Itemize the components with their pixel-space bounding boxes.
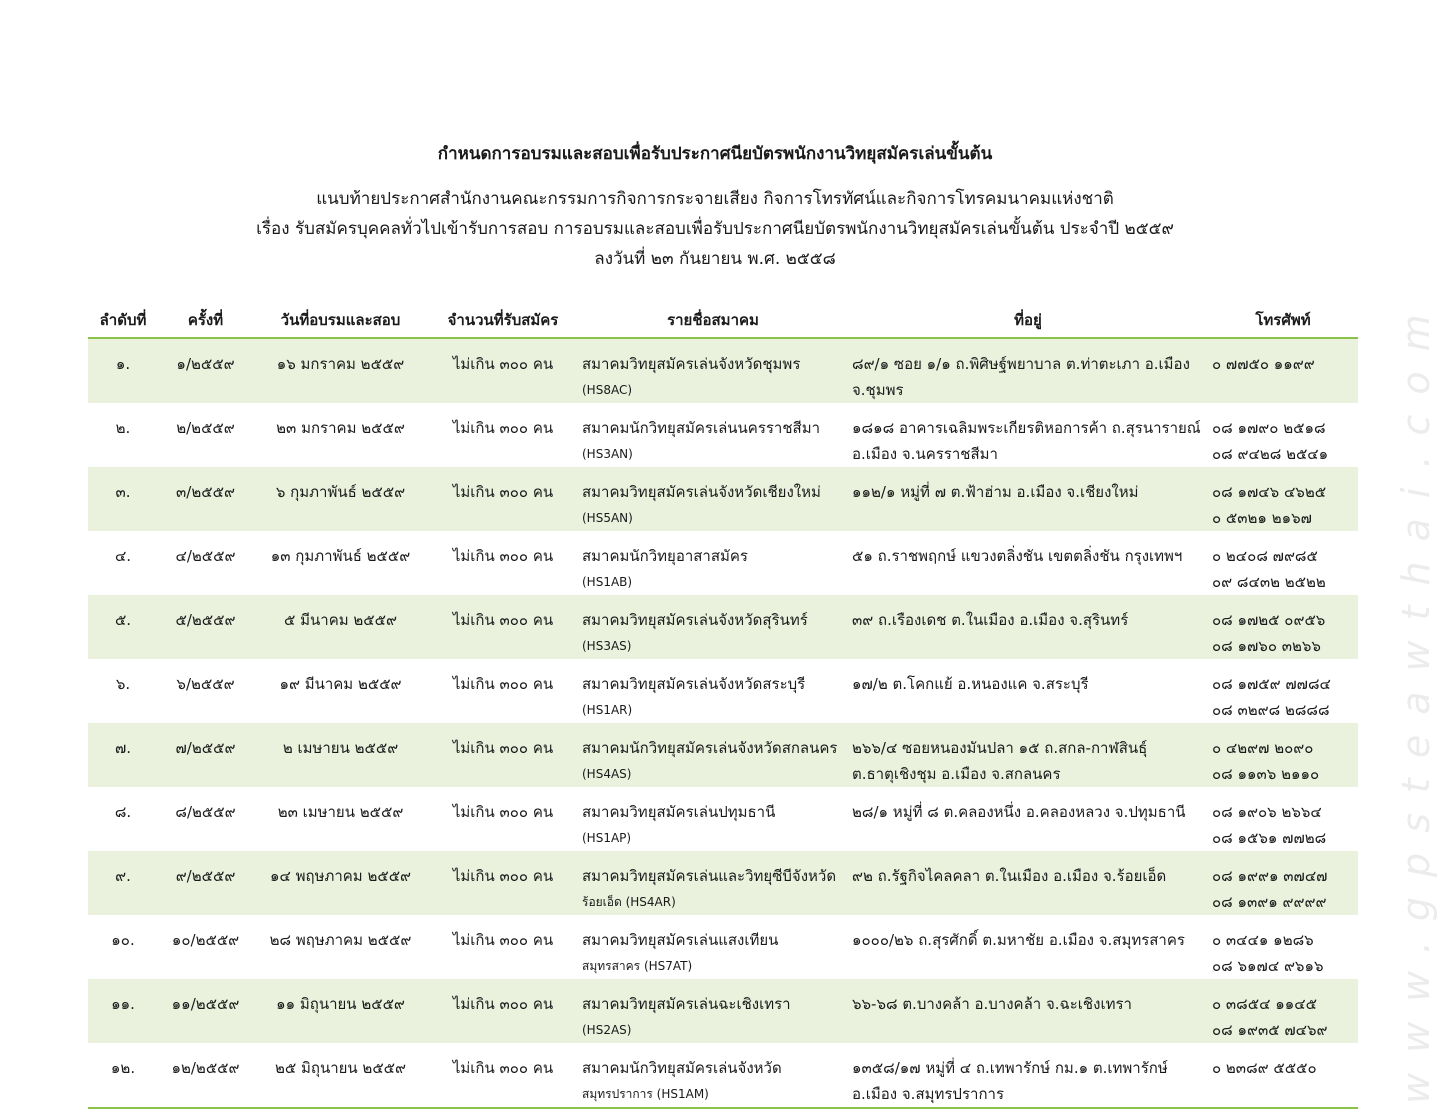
table-row [88,787,1358,851]
row-number-no: ๒. [115,419,131,437]
phone-cell-tel1: ๐๘ ๑๗๕๙ ๗๗๘๔ [1212,675,1331,693]
address-cell [848,467,1208,531]
date-cell-date: ๑๙ มีนาคม ๒๕๕๙ [279,675,402,693]
row-number-no: ๑๐. [111,931,135,949]
association-cell-assoc2: (HS1AB) [582,575,633,589]
phone-cell [1208,787,1358,851]
row-number [88,338,158,403]
row-number [88,531,158,595]
address-cell-addr1: ๙๒ ถ.รัฐกิจไคลคลา ต.ในเมือง อ.เมือง จ.ร้อยเอ็ด [852,867,1167,885]
header-cell-address: ที่อยู่ [848,303,1208,338]
phone-cell [1208,467,1358,531]
date-cell [253,467,428,531]
association-cell-assoc2: (HS8AC) [582,383,633,397]
table-header-row [88,303,1358,338]
association-cell [578,1043,848,1108]
association-cell-assoc2: (HS2AS) [582,1023,632,1037]
date-cell-date: ๕ มีนาคม ๒๕๕๙ [284,611,397,629]
quota-cell [428,659,578,723]
association-cell-assoc: สมาคมวิทยุสมัครเล่นฉะเชิงเทรา [582,995,791,1013]
row-number-no: ๗. [114,739,132,757]
quota-cell-quota: ไม่เกิน ๓๐๐ คน [452,675,554,693]
phone-cell-tel1: ๐ ๒๔๐๘ ๗๙๘๕ [1212,547,1318,565]
association-cell-assoc2: (HS1AP) [582,831,632,845]
quota-cell-quota: ไม่เกิน ๓๐๐ คน [452,611,554,629]
round-cell-round: ๑/๒๕๕๙ [176,355,235,373]
date-cell-date: ๒๓ มกราคม ๒๕๕๙ [276,419,405,437]
quota-cell [428,979,578,1043]
row-number-no: ๓. [115,483,131,501]
phone-cell-tel1: ๐ ๗๗๕๐ ๑๑๙๙ [1212,355,1315,373]
association-cell-assoc: สมาคมวิทยุสมัครเล่นจังหวัดชุมพร [582,355,801,373]
phone-cell-tel2: ๐๘ ๑๙๓๕ ๗๔๖๙ [1212,1021,1328,1039]
address-cell-addr2: จ.ชุมพร [852,381,904,399]
round-cell-round: ๔/๒๕๕๙ [175,547,236,565]
association-cell-assoc: สมาคมนักวิทยุสมัครเล่นจังหวัดสกลนคร [582,739,838,757]
phone-cell [1208,723,1358,787]
row-number [88,1043,158,1108]
phone-cell-tel2: ๐๘ ๑๕๖๑ ๗๗๒๘ [1212,829,1327,847]
phone-cell [1208,915,1358,979]
address-cell [848,659,1208,723]
row-number-no: ๘. [114,803,132,821]
phone-cell [1208,659,1358,723]
association-cell [578,851,848,915]
address-cell-addr1: ๑๘๑๘ อาคารเฉลิมพระเกียรติหอการค้า ถ.สุรนารายณ์ [852,419,1201,437]
table-row [88,659,1358,723]
phone-cell-tel2: ๐ ๕๓๒๑ ๒๑๖๗ [1212,509,1312,527]
phone-cell-tel2: ๐๘ ๑๗๖๐ ๓๒๖๖ [1212,637,1321,655]
phone-cell-tel2: ๐๘ ๙๔๒๘ ๒๕๔๑ [1212,445,1329,463]
round-cell-round: ๙/๒๕๕๙ [175,867,236,885]
address-cell-addr1: ๘๙/๑ ซอย ๑/๑ ถ.พิศิษฐ์พยาบาล ต.ท่าตะเภา อ.เมือง [852,355,1190,373]
phone-cell-tel1: ๐ ๔๒๙๗ ๒๐๙๐ [1212,739,1314,757]
address-cell [848,915,1208,979]
date-cell-date: ๖ กุมภาพันธ์ ๒๕๕๙ [275,483,406,501]
header-cell-no: ลำดับที่ [88,303,158,338]
date-cell [253,531,428,595]
address-cell [848,1043,1208,1108]
address-cell-addr1: ๖๖-๖๘ ต.บางคล้า อ.บางคล้า จ.ฉะเชิงเทรา [852,995,1132,1013]
association-cell [578,659,848,723]
row-number [88,915,158,979]
address-cell-addr2: อ.เมือง จ.สมุทรปราการ [852,1085,1004,1103]
date-cell [253,723,428,787]
table-row [88,1043,1358,1108]
round-cell [158,979,253,1043]
table-row [88,531,1358,595]
document-title: กำหนดการอบรมและสอบเพื่อรับประกาศนียบัตรพนักงานวิทยุสมัครเล่นขั้นต้น [437,144,993,164]
row-number-no: ๖. [115,675,131,693]
table-row [88,979,1358,1043]
date-cell [253,1043,428,1108]
table-row [88,467,1358,531]
association-cell [578,467,848,531]
address-cell-addr1: ๓๙ ถ.เรืองเดช ต.ในเมือง อ.เมือง จ.สุรินทร์ [852,611,1129,629]
association-cell [578,723,848,787]
association-cell [578,338,848,403]
round-cell [158,467,253,531]
quota-cell-quota: ไม่เกิน ๓๐๐ คน [452,419,554,437]
quota-cell-quota: ไม่เกิน ๓๐๐ คน [452,355,554,373]
quota-cell [428,467,578,531]
association-cell-assoc2: ร้อยเอ็ด (HS4AR) [582,895,676,909]
header-cell-association: รายชื่อสมาคม [578,303,848,338]
date-cell [253,659,428,723]
round-cell [158,851,253,915]
association-cell-assoc2: (HS4AS) [582,767,632,781]
quota-cell [428,403,578,467]
round-cell-round: ๘/๒๕๕๙ [175,803,236,821]
round-cell-round: ๓/๒๕๕๙ [176,483,235,501]
row-number [88,403,158,467]
row-number-no: ๑๒. [110,1059,136,1077]
association-cell-assoc2: สมุทรปราการ (HS1AM) [582,1087,709,1101]
phone-cell [1208,531,1358,595]
phone-cell-tel2: ๐๘ ๑๓๙๑ ๙๙๙๙ [1212,893,1327,911]
phone-cell-tel1: ๐๘ ๑๗๔๖ ๔๖๒๕ [1212,483,1327,501]
round-cell-round: ๖/๒๕๕๙ [176,675,235,693]
table-row [88,723,1358,787]
association-cell [578,531,848,595]
date-cell-date: ๑๔ พฤษภาคม ๒๕๕๙ [269,867,412,885]
quota-cell [428,723,578,787]
association-cell-assoc2: (HS1AR) [582,703,633,717]
quota-cell-quota: ไม่เกิน ๓๐๐ คน [452,995,554,1013]
round-cell-round: ๗/๒๕๕๙ [175,739,236,757]
row-number-no: ๑๑. [111,995,135,1013]
association-cell-assoc2: (HS5AN) [582,511,633,525]
phone-cell-tel1: ๐ ๓๔๔๑ ๑๒๘๖ [1212,931,1314,949]
row-number-no: ๑. [115,355,131,373]
row-number-no: ๔. [114,547,132,565]
row-number [88,851,158,915]
row-number [88,787,158,851]
address-cell [848,787,1208,851]
quota-cell-quota: ไม่เกิน ๓๐๐ คน [452,739,554,757]
table-row [88,915,1358,979]
header-cell-quota: จำนวนที่รับสมัคร [428,303,578,338]
date-cell [253,338,428,403]
quota-cell [428,531,578,595]
row-number [88,979,158,1043]
quota-cell-quota: ไม่เกิน ๓๐๐ คน [452,483,554,501]
round-cell-round: ๑๐/๒๕๕๙ [171,931,240,949]
round-cell [158,595,253,659]
date-cell [253,915,428,979]
phone-cell [1208,979,1358,1043]
table-row [88,595,1358,659]
association-cell-assoc: สมาคมนักวิทยุสมัครเล่นจังหวัด [582,1059,782,1077]
association-cell-assoc: สมาคมวิทยุสมัครเล่นปทุมธานี [582,803,776,821]
quota-cell [428,595,578,659]
date-cell [253,787,428,851]
association-cell [578,915,848,979]
date-cell [253,851,428,915]
phone-cell [1208,851,1358,915]
address-cell [848,595,1208,659]
phone-cell-tel1: ๐๘ ๑๗๙๐ ๒๕๑๘ [1212,419,1326,437]
quota-cell-quota: ไม่เกิน ๓๐๐ คน [452,931,554,949]
round-cell-round: ๕/๒๕๕๙ [175,611,236,629]
address-cell [848,979,1208,1043]
round-cell [158,723,253,787]
association-cell-assoc: สมาคมวิทยุสมัครเล่นจังหวัดสระบุรี [582,675,806,693]
document-header [0,140,1430,274]
quota-cell [428,787,578,851]
quota-cell [428,1043,578,1108]
phone-cell-tel1: ๐๘ ๑๙๙๑ ๓๗๔๗ [1212,867,1328,885]
round-cell-round: ๑๑/๒๕๕๙ [171,995,240,1013]
association-cell-assoc: สมาคมวิทยุสมัครเล่นจังหวัดเชียงใหม่ [582,483,821,501]
quota-cell [428,338,578,403]
date-cell-date: ๒๕ มิถุนายน ๒๕๕๙ [274,1059,407,1077]
round-cell [158,338,253,403]
phone-cell [1208,595,1358,659]
phone-cell-tel2: ๐๘ ๓๒๙๘ ๒๘๘๘ [1212,701,1330,719]
subtitle-line-1: แนบท้ายประกาศสำนักงานคณะกรรมการกิจการกระจายเสียง กิจการโทรทัศน์และกิจการโทรคมนาคมแห่งชาติ [316,189,1114,209]
phone-cell [1208,1043,1358,1108]
quota-cell-quota: ไม่เกิน ๓๐๐ คน [452,1059,554,1077]
association-cell [578,403,848,467]
date-cell-date: ๒๓ เมษายน ๒๕๕๙ [277,803,404,821]
phone-cell-tel1: ๐ ๒๓๘๙ ๕๕๕๐ [1212,1059,1317,1077]
round-cell [158,403,253,467]
row-number [88,595,158,659]
round-cell [158,915,253,979]
association-cell [578,787,848,851]
subtitle-line-3: ลงวันที่ ๒๓ กันยายน พ.ศ. ๒๕๕๘ [594,249,836,269]
quota-cell-quota: ไม่เกิน ๓๐๐ คน [452,867,554,885]
association-cell-assoc2: สมุทรสาคร (HS7AT) [582,959,693,973]
phone-cell-tel2: ๐๘ ๑๑๓๖ ๒๑๑๐ [1212,765,1320,783]
address-cell-addr2: อ.เมือง จ.นครราชสีมา [852,445,998,463]
quota-cell [428,851,578,915]
table-row [88,338,1358,403]
phone-cell [1208,338,1358,403]
association-cell-assoc2: (HS3AN) [582,447,633,461]
header-cell-phone: โทรศัพท์ [1208,303,1358,338]
row-number-no: ๙. [115,867,131,885]
address-cell-addr1: ๒๖๖/๔ ซอยหนองมันปลา ๑๕ ถ.สกล-กาฬสินธุ์ [852,739,1148,757]
date-cell [253,595,428,659]
table-row [88,851,1358,915]
schedule-table [88,303,1358,1109]
date-cell-date: ๒๘ พฤษภาคม ๒๕๕๙ [269,931,412,949]
address-cell-addr1: ๑๐๐๐/๒๖ ถ.สุรศักดิ์ ต.มหาชัย อ.เมือง จ.สมุทรสาคร [852,931,1185,949]
round-cell [158,1043,253,1108]
date-cell [253,403,428,467]
row-number-no: ๕. [114,611,132,629]
address-cell-addr2: ต.ธาตุเชิงชุม อ.เมือง จ.สกลนคร [852,765,1061,783]
address-cell-addr1: ๕๑ ถ.ราชพฤกษ์ แขวงตลิ่งชัน เขตตลิ่งชัน กรุงเทพฯ [852,547,1183,565]
address-cell [848,531,1208,595]
date-cell-date: ๒ เมษายน ๒๕๕๙ [282,739,399,757]
association-cell-assoc2: (HS3AS) [582,639,632,653]
address-cell [848,338,1208,403]
quota-cell [428,915,578,979]
round-cell [158,659,253,723]
header-cell-date: วันที่อบรมและสอบ [253,303,428,338]
row-number [88,723,158,787]
quota-cell-quota: ไม่เกิน ๓๐๐ คน [452,547,554,565]
association-cell-assoc: สมาคมนักวิทยุสมัครเล่นนครราชสีมา [582,419,821,437]
date-cell-date: ๑๑ มิถุนายน ๒๕๕๙ [276,995,405,1013]
association-cell-assoc: สมาคมวิทยุสมัครเล่นและวิทยุซีบีจังหวัด [582,867,837,885]
phone-cell-tel2: ๐๘ ๖๑๗๔ ๙๖๑๖ [1212,957,1324,975]
table-row [88,403,1358,467]
address-cell-addr1: ๑๓๕๘/๑๗ หมู่ที่ ๔ ถ.เทพารักษ์ กม.๑ ต.เทพารักษ์ [852,1059,1168,1077]
row-number [88,467,158,531]
address-cell [848,851,1208,915]
round-cell [158,531,253,595]
association-cell [578,979,848,1043]
quota-cell-quota: ไม่เกิน ๓๐๐ คน [452,803,554,821]
address-cell-addr1: ๑๗/๒ ต.โคกแย้ อ.หนองแค จ.สระบุรี [852,675,1089,693]
address-cell-addr1: ๒๘/๑ หมู่ที่ ๘ ต.คลองหนึ่ง อ.คลองหลวง จ.ปทุมธานี [852,803,1186,821]
phone-cell-tel1: ๐๘ ๑๙๐๖ ๒๖๖๔ [1212,803,1322,821]
association-cell-assoc: สมาคมวิทยุสมัครเล่นแสงเทียน [582,931,779,949]
date-cell [253,979,428,1043]
association-cell-assoc: สมาคมนักวิทยุอาสาสมัคร [582,547,748,565]
round-cell [158,787,253,851]
date-cell-date: ๑๓ กุมภาพันธ์ ๒๕๕๙ [270,547,411,565]
phone-cell-tel2: ๐๙ ๘๔๓๒ ๒๕๒๒ [1212,573,1326,591]
phone-cell-tel1: ๐ ๓๘๕๔ ๑๑๔๕ [1212,995,1317,1013]
phone-cell-tel1: ๐๘ ๑๗๒๕ ๐๙๕๖ [1212,611,1326,629]
phone-cell [1208,403,1358,467]
address-cell [848,723,1208,787]
row-number [88,659,158,723]
subtitle-line-2: เรื่อง รับสมัครบุคคลทั่วไปเข้ารับการสอบ การอบรมและสอบเพื่อรับประกาศนียบัตรพนักงานวิทยุสมัครเล่นขั้นต้น ประจำปี ๒๕๕๙ [256,219,1174,239]
association-cell [578,595,848,659]
watermark-text: www.gpsteawthai.com [1394,294,1438,1104]
address-cell-addr1: ๑๑๒/๑ หมู่ที่ ๗ ต.ฟ้าฮ่าม อ.เมือง จ.เชียงใหม่ [852,483,1139,501]
round-cell-round: ๒/๒๕๕๙ [176,419,235,437]
date-cell-date: ๑๖ มกราคม ๒๕๕๙ [276,355,405,373]
address-cell [848,403,1208,467]
header-cell-round: ครั้งที่ [158,303,253,338]
association-cell-assoc: สมาคมวิทยุสมัครเล่นจังหวัดสุรินทร์ [582,611,808,629]
round-cell-round: ๑๒/๒๕๕๙ [171,1059,240,1077]
